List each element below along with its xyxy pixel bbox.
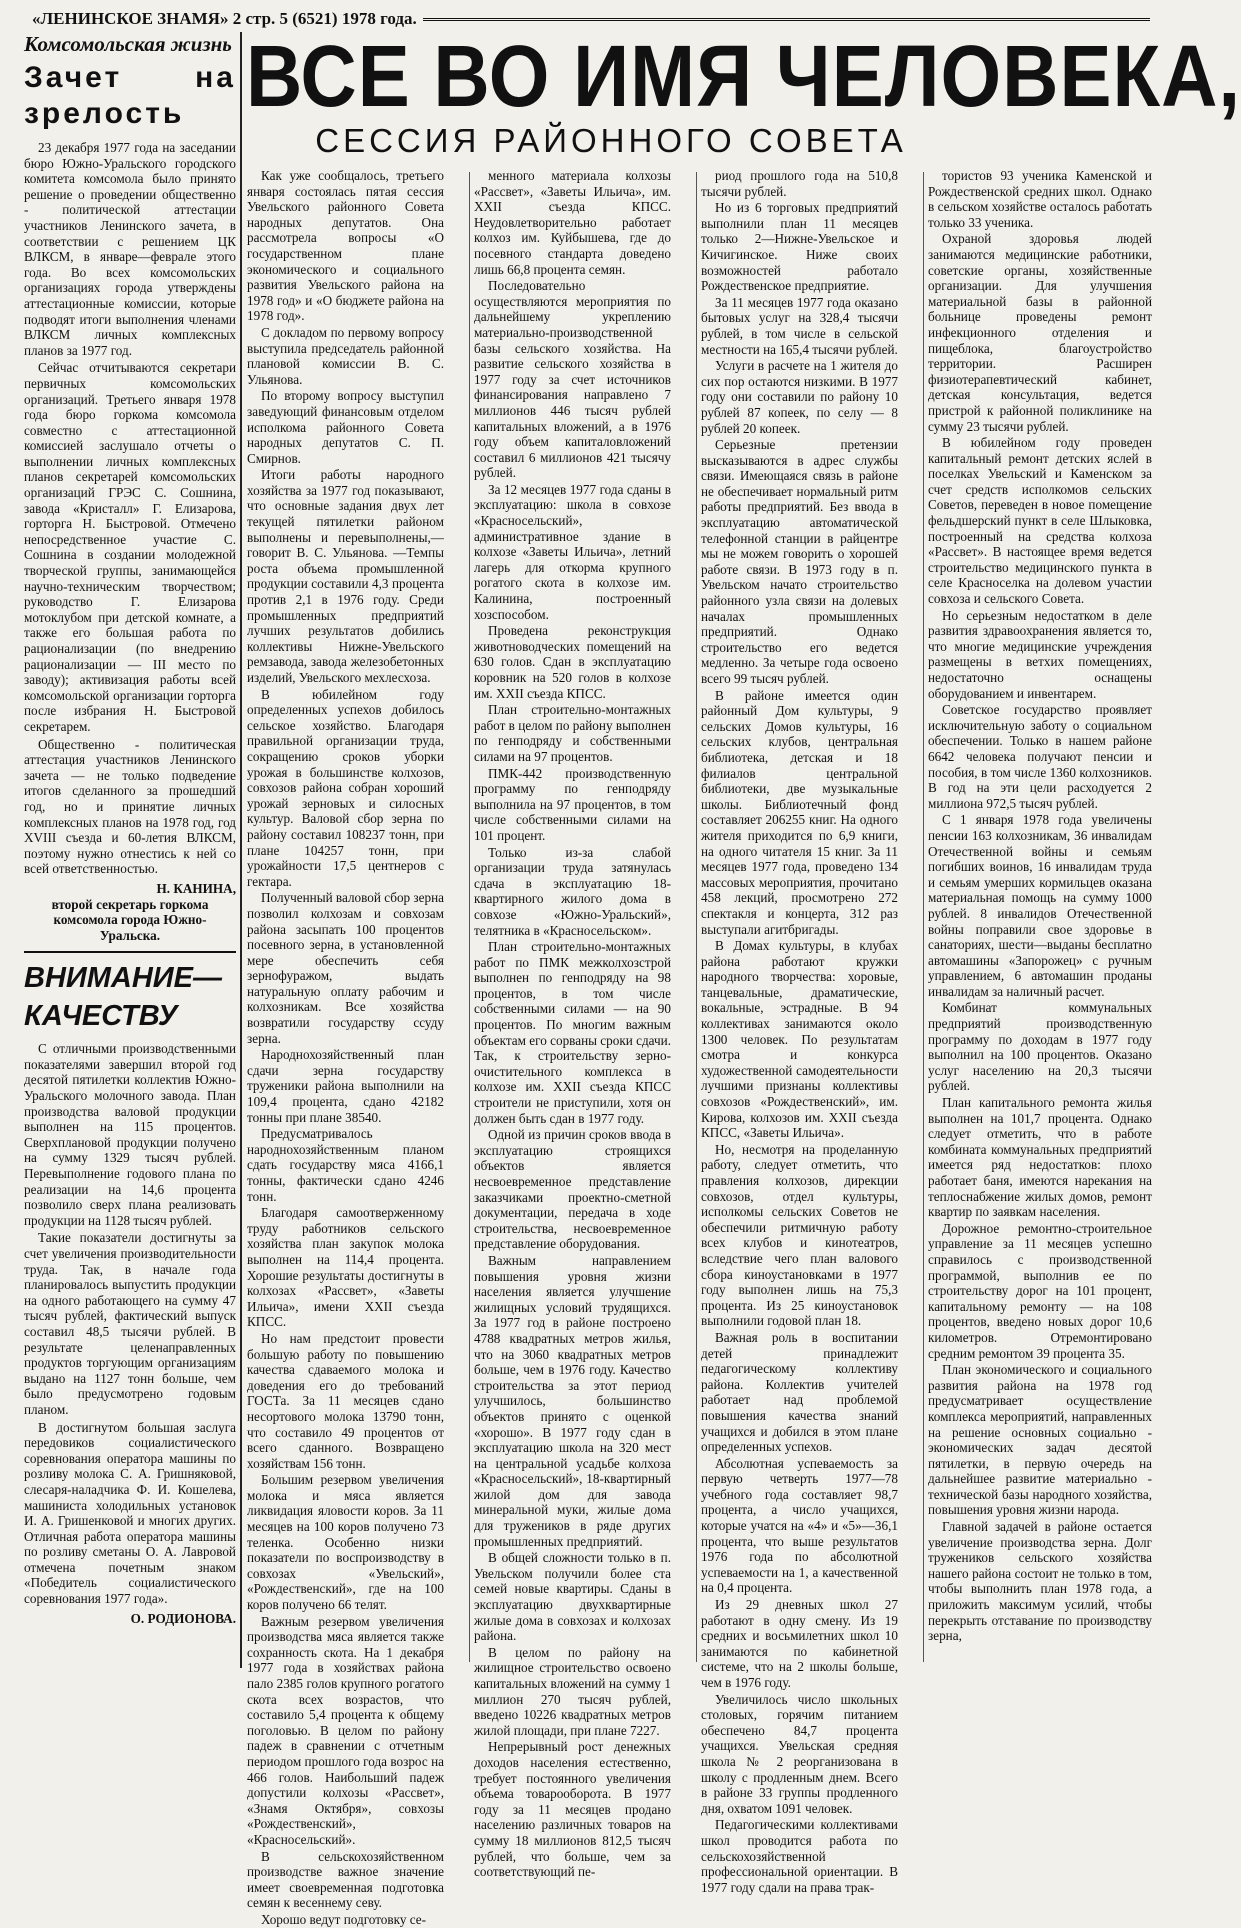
paragraph: В сельскохозяйственном производстве важное значение имеет своевременная подготовка семян к весеннему севу. [247, 1848, 444, 1911]
paragraph: риод прошлого года на 510,8 тысячи рублей. [701, 168, 898, 199]
paragraph: За 12 месяцев 1977 года сданы в эксплуатацию: школа в совхозе «Красносельский», административное здание в колхозе «Заветы Ильича», летний лагерь для откорма крупного рогатого скота в колхозе им. Калинина, построенный хозспособом. [474, 481, 671, 622]
paragraph: тористов 93 ученика Каменской и Рождественской средних школ. Однако в сельском хозяйстве осталось работать только 33 ученика. [928, 168, 1152, 230]
column-gutter [696, 172, 697, 1662]
column-divider [240, 32, 242, 1668]
paragraph: План экономического и социального развития района на 1978 год предусматривает осуществление комплекса мероприятий, направленных на решение основных социально - экономических задач десятой пятилетки, в первую очередь на дальнейшее развитие материально - технической базы народного хозяйства, повышения уровня жизни народа. [928, 1362, 1152, 1518]
paragraph: Только из-за слабой организации труда затянулась сдача в эксплуатацию 18- квартирного жилого дома в совхозе «Южно-Уральский», телятника в «Красносельском». [474, 844, 671, 938]
signature-2: О. РОДИОНОВА. [130, 1610, 236, 1626]
paragraph: Но нам предстоит провести большую работу по повышению качества сдаваемого молока и доведения его до требований ГОСТа. За 11 месяцев сдано несортового молока 13790 тонн, что составило 49 процентов от всего сданного. Возвращено хозяйствам 156 тонн. [247, 1330, 444, 1471]
paragraph: Серьезные претензии высказываются в адрес службы связи. Имеющаяся связь в районе не обеспечивает нормальный ритм работы предприятий. Без ввода в эксплуатацию автоматической телефонной станции в райцентре мы не можем говорить о хорошей работе связи. В 1973 году в п. Увельском начато строительство районного узла связи на долевых началах промышленных предприятий. Однако строительство его ведется медленно. За четыре года освоено всего 99 тысяч рублей. [701, 437, 898, 686]
article-column-4 [928, 168, 1152, 1668]
paragraph: Из 29 дневных школ 27 работают в одну смену. Из 19 средних и восьмилетних школ 10 занимаются по кабинетной системе, что на 2 школы больше, чем в 1976 году. [701, 1597, 898, 1690]
paragraph: 23 декабря 1977 года на заседании бюро Южно-Уральского городского комитета комсомола было принято решение о проведении общественно - политической аттестации участников Ленинского зачета, в соответствии с решением ЦК ВЛКСМ, в январе—феврале этого года. Во всех комсомольских организациях города утверждены аттестационные комиссии, которые подводят итоги выполнения членами ВЛКСМ личных комплексных планов за 1977 год. [24, 140, 236, 358]
paragraph: План капитального ремонта жилья выполнен на 101,7 процента. Однако следует отметить, что в работе комбината коммунальных предприятий имеется ряд недостатков: плохо работает баня, имеются нарекания на теплоснабжение жилых домов, ремонт квартир по заявкам населения. [928, 1095, 1152, 1220]
paragraph: Комбинат коммунальных предприятий производственную программу по доходам в 1977 году выполнил на 100 процентов. Оказано услуг населению на 20,3 тысячи рублей. [928, 1000, 1152, 1094]
paragraph: Проведена реконструкция животноводческих помещений на 630 голов. Сдан в эксплуатацию коровник на 520 голов в колхозе им. XXII съезда КПСС. [474, 623, 671, 701]
paragraph: В Домах культуры, в клубах района работают кружки народного творчества: хоровые, танцевальные, драматические, вокальные, эстрадные. В 94 коллективах занимаются около 1300 человек. По результатам смотра и конкурса художественной самодеятельности лучшими признаны коллективы совхозов «Рождественский», им. Кирова, колхозов им. XXII съезда КПСС, «Заветы Ильича». [701, 938, 898, 1141]
paragraph: Охраной здоровья людей занимаются медицинские работники, советские органы, хозяйственные организации. Для улучшения материальной базы в районной больнице проведены ремонт инфекционного отделения и пищеблока, благоустройство территории. Расширен физиотерапевтический кабинет, детская консультация, ведется пристрой к районной поликлинике на сумму 23 тысячи рублей. [928, 231, 1152, 434]
paragraph: ПМК-442 производственную программу по генподряду выполнила на 97 процентов, в том числе собственными силами на 101 процент. [474, 765, 671, 843]
paragraph: Главной задачей в районе остается увеличение производства зерна. Долг тружеников сельского хозяйства нашего района состоит не только в том, чтобы выполнить план 1978 года, а приложить максимум усилий, чтобы перекрыть отставание по производству зерна, [928, 1519, 1152, 1644]
paragraph: Сейчас отчитываются секретари первичных комсомольских организаций. Третьего января 1978 года бюро горкома комсомола совместно с аттестационной комиссией заслушало отчеты о выполнении личных комплексных планов секретарей комсомольских организаций ГРЭС С. Сошнина, завода «Кристалл» Г. Елизарова, горторга Н. Быстровой. Отмечено непосредственное участие С. Сошнина в создании молодежной творческой группы, занимающейся научно-техническим творчеством; руководство Г. Елизарова мотоклубом при детской комнате, а также его большая работа по рационализации (по внедрению рационализации — III место по заводу); активизация работы всей комсомольской организации горторга после избрания Н. Быстровой секретарем. [24, 360, 236, 734]
paragraph: Большим резервом увеличения молока и мяса является ликвидация яловости коров. За 11 месяцев на 100 коров получено 73 теленка. Особенно низки показатели по воспроизводству в совхозах «Увельский», «Рождественский», где на 100 коров получено 66 телят. [247, 1472, 444, 1613]
article-headline-zachet: Зачет на зрелость [24, 61, 236, 130]
paragraph: Педагогическими коллективами школ проводится работа по сельскохозяйственной профессиональной ориентации. В 1977 году сдали на права трак- [701, 1817, 898, 1895]
main-subheadline: СЕССИЯ РАЙОННОГО СОВЕТА [315, 122, 907, 159]
paragraph: План строительно-монтажных работ в целом по району выполнен по генподряду и собственными силами на 97 процентов. [474, 702, 671, 764]
paragraph: С докладом по первому вопросу выступила председатель районной плановой комиссии В. С. Ульянова. [247, 324, 444, 387]
signature: Н. КАНИНА, [156, 880, 236, 896]
article-column-1 [247, 168, 444, 1927]
paragraph: Непрерывный рост денежных доходов населения естественно, требует постоянного увеличения объема товарооборота. В 1977 году за 11 месяцев продано населению различных товаров на сумму 18 миллионов 812,5 тысяч рублей, что больше, чем за соответствующий пе- [474, 1739, 671, 1880]
paragraph: Увеличилось число школьных столовых, горячим питанием обеспечено 84,7 процента учащихся. Увельская средняя школа № 2 реорганизована в школу с продленным днем. Всего в районе 33 группы продленного дня, охватом 1091 человек. [701, 1691, 898, 1816]
paragraph: Одной из причин сроков ввода в эксплуатацию строящихся объектов является несвоевременное представление заказчиками проектно-сметной документации, передача в ходе строительства, несвоевременное представление оборудования. [474, 1127, 671, 1252]
paragraph: Важным резервом увеличения производства мяса является также сохранность скота. На 1 декабря 1977 года в хозяйствах района пало 2385 голов крупного рогатого скота всех возрастов, что составило 5,4 процента к общему поголовью. В целом по району падеж в сравнении с отчетным периодом прошлого года возрос на 466 голов. Наибольший падеж допустили колхозы «Рассвет», «Знамя Октября», совхозы «Рождественский», «Красносельский». [247, 1613, 444, 1847]
paragraph: Советское государство проявляет исключительную заботу о социальном обеспечении. Только в нашем районе 6642 человека получают пенсии и пособия, в том числе 1360 колхозников. В год на эти цели расходуется 2 миллиона 972,5 тысяч рублей. [928, 702, 1152, 811]
paragraph: В общей сложности только в п. Увельском получили более ста семей новые квартиры. Сданы в эксплуатацию двухквартирные жилые дома в совхозах и колхозах района. [474, 1550, 671, 1644]
paragraph: Но серьезным недостатком в деле развития здравоохранения является то, что многие медицинские учреждения размещены в ветхих помещениях, недостаточно оснащены оборудованием и инвентарем. [928, 607, 1152, 701]
paragraph: С 1 января 1978 года увеличены пенсии 163 колхозникам, 36 инвалидам Отечественной войны и семьям погибших воинов, 16 инвалидам труда и семьям умерших кормильцев оказана материальная помощь на сумму 1000 рублей. 8 инвалидов Отечественной войны поправили свое здоровье в санаториях, шести—выданы бесплатно автомашины «Запорожец» с ручным управлением, 6 автомашин проданы инвалидам за наличный расчет. [928, 812, 1152, 999]
paragraph: По второму вопросу выступил заведующий финансовым отделом исполкома районного Совета народных депутатов С. П. Смирнов. [247, 388, 444, 466]
paragraph: Предусматривалось народнохозяйственным планом сдать государству мяса 4166,1 тонны, фактически сдано 4246 тонн. [247, 1126, 444, 1204]
paragraph: За 11 месяцев 1977 года оказано бытовых услуг на 328,4 тысячи рублей, в том числе в сельской местности на 165,4 тысячи рублей. [701, 294, 898, 357]
paragraph: Хорошо ведут подготовку се- [261, 1911, 426, 1927]
article-zachet-body [24, 140, 236, 877]
paragraph: В юбилейном году определенных успехов добилось сельское хозяйство. Благодаря правильной организации труда, сокращению сроков уборки урожая в большинстве колхозов, совхозов района собран хороший урожай зерновых и силосных культур. Валовой сбор зерна по району составил 108237 тонн, при плане 104257 тонн, при урожайности 17,5 центнеров с гектара. [247, 686, 444, 889]
paragraph: Полученный валовой сбор зерна позволил колхозам и совхозам района засыпать 100 процентов посевного зерна, в установленной мере обеспечить себя зернофуражом, выдать натуральную оплату рабочим и колхозникам. Все хозяйства возвратили государству ссуду зерна. [247, 890, 444, 1046]
paragraph: В районе имеется один районный Дом культуры, 9 сельских Домов культуры, 16 сельских клубов, центральная библиотека, детская и 18 филиалов центральной библиотеки, две музыкальные школы. Библиотечный фонд составляет 206255 книг. На одного жителя приходится по 6,9 книги, на одного читателя 15 книг. За 11 месяцев 1977 года, проведено 134 массовых мероприятия, прочитано 458 лекций, просмотрено 272 спектакля и концерта, 312 раз выступали агитбригады. [701, 687, 898, 937]
paragraph: План строительно-монтажных работ по ПМК межколхозстрой выполнен по генподряду на 98 процентов, в том числе собственными силами — на 90 процентов. По многим важным объектам его сорваны сроки сдачи. Так, к строительству зерно-очистительного комплекса в колхозе им. XXII съезда КПСС строители не приступили, хотя он должен быть сдан в 1977 году. [474, 939, 671, 1126]
paragraph: Важным направлением повышения уровня жизни населения является улучшение жилищных условий трудящихся. За 1977 год в районе построено 4788 квадратных метров жилья, что на 3060 квадратных метров больше, чем в 1976 году. Качество строительства за этот период улучшилось, большинство объектов принято с оценкой «хорошо». В 1977 году сдан в эксплуатацию школа на 320 мест на центральной усадьбе колхоза «Красносельский», 18-квартирный жилой дом для завода минеральной муки, жилые дома для тружеников в ряде других промышленных предприятий. [474, 1252, 671, 1549]
article-headline-vnimanie: ВНИМАНИЕ—КАЧЕСТВУ [24, 951, 236, 1035]
paragraph: Услуги в расчете на 1 жителя до сих пор остаются низкими. В 1977 году они составили по району 10 рублей 87 копеек, по селу — 8 рублей 20 копеек. [701, 358, 898, 436]
paragraph: Но из 6 торговых предприятий выполнили план 11 месяцев только 2—Нижне-Увельское и Кичигинское. Ниже своих возможностей работало Рождественское предприятие. [701, 200, 898, 294]
signature-title: второй секретарь горкома комсомола города Южно-Уральска. [51, 896, 209, 943]
article-vnimanie-body [24, 1041, 236, 1606]
paragraph: менного материала колхозы «Рассвет», «Заветы Ильича», им. XXII съезда КПСС. Неудовлетворительно работает колхоз им. Куйбышева, где до посевного стандарта доведено лишь 66,8 процента семян. [474, 168, 671, 277]
paragraph: В юбилейном году проведен капитальный ремонт детских яслей в поселках Увельский и Каменском за счет средств исполкомов сельских Советов, переведен в новое помещение фельдшерский пункт в селе Шлыковка, построенный на средства колхоза «Рассвет». В настоящее время ведется строительство медицинского пункта в селе Красноселка на долевом участии совхоза и сельского Совета. [928, 435, 1152, 607]
paragraph: Как уже сообщалось, третьего января состоялась пятая сессия Увельского районного Совета народных депутатов. Она рассмотрела вопросы «О государственном плане экономического и социального развития Увельского района на 1978 год» и «О бюджете района на 1978 год». [247, 168, 444, 324]
paragraph: Важная роль в воспитании детей принадлежит педагогическому коллективу района. Коллектив учителей работает над проблемой повышения качества знаний учащихся и добился в этом плане определенных успехов. [701, 1329, 898, 1455]
column-gutter [923, 172, 924, 1662]
paragraph: Благодаря самоотверженному труду работников сельского хозяйства план закупок молока выполнен на 114,4 процента. Хорошие результаты достигнуты в колхозах «Рассвет», «Заветы Ильича», имени XXII съезда КПСС. [247, 1205, 444, 1330]
paragraph: В целом по району на жилищное строительство освоено капитальных вложений на сумму 1 миллион 270 тысяч рублей, введено 10226 квадратных метров жилой площади, при плане 7227. [474, 1644, 671, 1738]
paragraph: Но, несмотря на проделанную работу, следует отметить, что правления колхозов, дирекции совхозов, отдел культуры, исполкомы сельских Советов не обеспечили ритмичную работу всех клубов и кинотеатров, вследствие чего план валового сбора киноустановками в 1977 году выполнен лишь на 75,3 процента. Из 25 киноустановок выполнили годовой план 18. [701, 1141, 898, 1329]
paragraph: Абсолютная успеваемость за первую четверть 1977—78 учебного года составляет 98,7 процента, а число учащихся, которые учатся на «4» и «5»—36,1 процента, что выше результатов 1976 года по абсолютной успеваемости на 1, а качественной на 0,4 процента. [701, 1455, 898, 1596]
article-column-3 [701, 168, 898, 1895]
paragraph: Дорожное ремонтно-строительное управление за 11 месяцев успешно справилось с производственной программой, выполнив ее по строительству дорог на 101 процент, капитальному ремонту — на 108 процентов, введено новых дорог 10,6 километров. Отремонтировано средним ремонтом 39 процента 35. [928, 1220, 1152, 1361]
paragraph: Последовательно осуществляются мероприятия по дальнейшему укреплению материально-производственной базы сельского хозяйства. На развитие сельского хозяйства в 1977 году за счет источников финансирования направлено 7 миллионов 446 тысяч рублей капитальных вложений, а в 1976 году объем капиталовложений составил 6 миллионов 421 тысячу рублей. [474, 278, 671, 481]
rubric: Комсомольская жизнь [24, 32, 232, 56]
article-column-2 [474, 168, 671, 1880]
paragraph: Народнохозяйственный план сдачи зерна государству труженики района выполнили на 109,4 процента, сдано 42182 тонны при плане 38540. [247, 1047, 444, 1125]
left-column [24, 32, 236, 1668]
paragraph: Итоги работы народного хозяйства за 1977 год показывают, что основные задания двух лет текущей пятилетки районом выполнены и перевыполнены,— говорит В. С. Ульянова. —Темпы роста объема промышленной продукции составили 4,3 процента против 2,1 в 1976 году. Среди промышленных предприятий лучших результатов добились коллективы Нижне-Увельского ремзавода, завода железобетонных изделий, Увельского мехлесхоза. [247, 467, 444, 685]
masthead-rule [423, 18, 1150, 21]
masthead-text: «ЛЕНИНСКОЕ ЗНАМЯ» 2 стр. 5 (6521) 1978 года. [32, 9, 417, 28]
paragraph: Такие показатели достигнуты за счет увеличения производительности труда. Так, в начале года планировалось выпустить продукции на одного работающего на сумму 47 тысяч рублей, фактический выпуск составил 48,5 тысячи рублей. В результате целенаправленных продуктов торгующим организациям выдано на 1127 тонн больше, чем было предусмотрено годовым планом. [24, 1230, 236, 1417]
column-gutter [469, 172, 470, 1662]
paragraph: Общественно - политическая аттестация участников Ленинского зачета — не только подведение итогов сделанного за прошедший год, но и принятие личных комплексных планов на 1978 год, год XVIII съезда и 60-летия ВЛКСМ, поэтому нужно отнестись к ней со всей ответственностью. [24, 736, 236, 877]
paragraph: В достигнутом большая заслуга передовиков социалистического соревнования оператора машины по розливу молока С. А. Гришняковой, слесаря-наладчика Ф. И. Кошелева, машиниста холодильных установок И. А. Гришенковой и многих других. Отличная работа оператора машины по розливу сметаны О. А. Лавровой отмечена почетным знаком «Победитель социалистического соревнования 1977 года». [24, 1419, 236, 1607]
paragraph: С отличными производственными показателями завершил второй год десятой пятилетки коллектив Южно-Уральского молочного завода. План производства валовой продукции выполнен на 115 процентов. Сверхплановой продукции получено на сумму 1329 тысяч рублей. Перевыполнение годового плана по реализации на 14,6 процента позволило сверх плана реализовать продукции на 1128 тысяч рублей. [24, 1041, 236, 1228]
main-headline: ВСЕ ВО ИМЯ ЧЕЛОВЕКА, [246, 26, 1241, 126]
